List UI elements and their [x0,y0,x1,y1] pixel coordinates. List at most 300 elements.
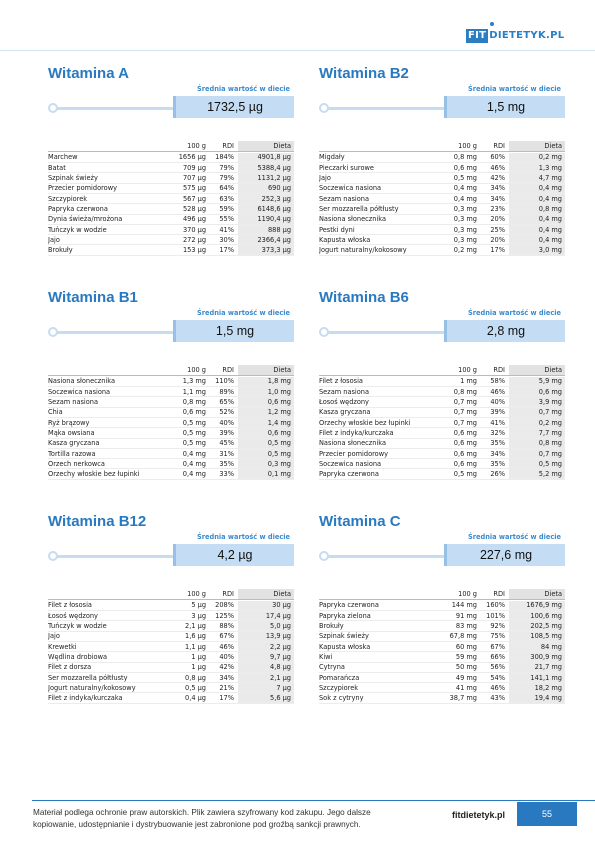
table-header [319,141,565,152]
footer-divider [32,800,595,801]
diet-value: 0,7 mg [509,449,565,458]
diet-value: 108,5 mg [509,632,565,641]
column-header-dieta: Dieta [238,365,294,375]
average-label: Średnia wartość w diecie [197,85,290,93]
rdi-percent: 30% [219,235,234,244]
rdi-percent: 46% [490,683,505,692]
rdi-percent: 45% [219,439,234,448]
table-row [319,449,565,459]
vitamin-section [48,65,294,265]
food-name: Nasiona słonecznika [48,377,116,386]
table-header [319,365,565,376]
column-header-rdi: RDI [222,365,234,374]
food-name: Pestki dyni [319,225,355,234]
table-row [319,673,565,683]
average-label: Średnia wartość w diecie [468,309,561,317]
per-100g-value: 1,1 mg [182,387,206,396]
rdi-percent: 125% [215,611,234,620]
table-row [319,693,565,703]
rdi-percent: 89% [219,387,234,396]
rdi-percent: 46% [490,387,505,396]
table-row [319,408,565,418]
per-100g-value: 0,8 mg [453,387,477,396]
per-100g-value: 272 µg [182,235,206,244]
table-row [319,377,565,387]
rdi-percent: 25% [490,225,505,234]
per-100g-value: 0,5 mg [453,174,477,183]
per-100g-value: 0,5 mg [182,428,206,437]
rdi-percent: 23% [490,204,505,213]
per-100g-value: 0,2 mg [453,246,477,255]
diet-value: 0,5 mg [238,449,294,458]
per-100g-value: 50 mg [455,663,477,672]
nutrient-table [48,365,294,480]
slider-knob [319,551,329,561]
per-100g-value: 144 mg [451,601,477,610]
diet-value: 888 µg [238,225,294,234]
food-name: Łosoś wędzony [48,611,98,620]
diet-value: 5388,4 µg [238,163,294,172]
diet-value: 0,7 mg [509,408,565,417]
diet-value: 5,6 µg [238,693,294,702]
per-100g-value: 0,7 mg [453,418,477,427]
table-row [48,194,294,204]
per-100g-value: 0,3 mg [453,225,477,234]
per-100g-value: 5 µg [191,601,206,610]
diet-value: 100,6 mg [509,611,565,620]
diet-value: 9,7 µg [238,652,294,661]
rdi-percent: 79% [219,174,234,183]
average-value: 4,2 µg [173,544,294,566]
diet-value: 1190,4 µg [238,215,294,224]
table-row [319,439,565,449]
logo [466,27,564,45]
per-100g-value: 49 mg [455,673,477,682]
per-100g-value: 0,6 mg [453,163,477,172]
vitamin-section [319,289,565,489]
rdi-percent: 35% [490,459,505,468]
rdi-percent: 34% [490,184,505,193]
table-row [48,408,294,418]
table-row [319,601,565,611]
food-name: Krewetki [48,642,77,651]
diet-value: 17,4 µg [238,611,294,620]
food-name: Kasza gryczana [48,439,100,448]
per-100g-value: 0,8 µg [185,673,206,682]
table-row [48,439,294,449]
food-name: Papryka zielona [319,611,371,620]
table-row [319,652,565,662]
average-value: 1732,5 µg [173,96,294,118]
diet-value: 0,4 mg [509,194,565,203]
rdi-percent: 75% [490,632,505,641]
food-name: Filet z indyka/kurczaka [48,694,123,703]
rdi-percent: 20% [490,235,505,244]
table-row [48,673,294,683]
food-name: Sezam nasiona [319,387,370,396]
rdi-percent: 35% [219,459,234,468]
header-divider [0,50,595,51]
per-100g-value: 0,6 mg [453,439,477,448]
per-100g-value: 1 µg [191,663,206,672]
table-row [319,215,565,225]
table-header [48,141,294,152]
rdi-percent: 59% [219,204,234,213]
table-row [48,459,294,469]
per-100g-value: 59 mg [455,652,477,661]
rdi-percent: 20% [490,215,505,224]
rdi-percent: 79% [219,163,234,172]
column-header-rdi: RDI [493,589,505,598]
per-100g-value: 60 mg [455,642,477,651]
diet-value: 0,8 mg [509,439,565,448]
average-value: 227,6 mg [444,544,565,566]
food-name: Filet z indyka/kurczaka [319,428,394,437]
food-name: Przecier pomidorowy [319,449,388,458]
per-100g-value: 0,5 mg [453,470,477,479]
logo-text: DIETETYK.PL [489,30,565,41]
column-header-100g: 100 g [187,365,206,374]
food-name: Soczewica nasiona [319,459,382,468]
rdi-percent: 88% [219,622,234,631]
diet-value: 0,6 mg [509,387,565,396]
table-row [48,693,294,703]
nutrient-table [48,141,294,256]
column-header-rdi: RDI [222,141,234,150]
table-row [319,428,565,438]
section-title: Witamina B1 [48,289,138,306]
food-name: Filet z łososia [319,377,363,386]
per-100g-value: 0,4 µg [185,694,206,703]
table-row [319,387,565,397]
table-row [319,204,565,214]
vitamin-section [319,513,565,713]
table-header [48,365,294,376]
food-name: Szpinak świeży [319,632,369,641]
table-row [319,663,565,673]
rdi-percent: 63% [219,194,234,203]
average-label: Średnia wartość w diecie [197,533,290,541]
table-row [319,184,565,194]
rdi-percent: 208% [215,601,234,610]
slider-knob [48,551,58,561]
food-name: Orzech nerkowca [48,459,105,468]
per-100g-value: 0,6 mg [453,428,477,437]
food-name: Jajo [48,632,60,641]
rdi-percent: 43% [490,694,505,703]
section-title: Witamina B2 [319,65,409,82]
per-100g-value: 1656 µg [178,153,206,162]
table-row [48,235,294,245]
per-100g-value: 0,6 mg [453,449,477,458]
average-value: 2,8 mg [444,320,565,342]
food-name: Kiwi [319,652,333,661]
food-name: Kapusta włoska [319,235,371,244]
diet-value: 0,6 mg [238,428,294,437]
diet-value: 3,0 mg [509,245,565,254]
nutrient-table [48,589,294,704]
diet-value: 1,8 mg [238,377,294,386]
per-100g-value: 2,1 µg [185,622,206,631]
slider-track [51,107,178,110]
average-value: 1,5 mg [173,320,294,342]
table-row [319,235,565,245]
food-name: Soczewica nasiona [48,387,111,396]
table-row [319,469,565,479]
table-row [48,377,294,387]
slider-knob [319,103,329,113]
table-row [48,601,294,611]
rdi-percent: 64% [219,184,234,193]
diet-value: 373,3 µg [238,245,294,254]
per-100g-value: 1,6 µg [185,632,206,641]
column-header-rdi: RDI [493,365,505,374]
table-row [319,459,565,469]
food-name: Szczypiorek [48,194,88,203]
table-row [48,153,294,163]
per-100g-value: 575 µg [182,184,206,193]
food-name: Jajo [319,174,331,183]
section-title: Witamina B12 [48,513,147,530]
slider-track [322,107,449,110]
per-100g-value: 0,8 mg [182,398,206,407]
average-label: Średnia wartość w diecie [468,533,561,541]
diet-value: 5,2 mg [509,469,565,478]
per-100g-value: 0,5 mg [182,418,206,427]
rdi-percent: 40% [490,398,505,407]
per-100g-value: 0,4 mg [182,459,206,468]
column-header-dieta: Dieta [238,141,294,151]
rdi-percent: 40% [219,418,234,427]
per-100g-value: 528 µg [182,204,206,213]
per-100g-value: 496 µg [182,215,206,224]
per-100g-value: 67,8 mg [449,632,477,641]
diet-value: 690 µg [238,184,294,193]
food-name: Pomarańcza [319,673,360,682]
table-row [319,194,565,204]
table-row [48,632,294,642]
slider-knob [319,327,329,337]
table-row [319,173,565,183]
table-row [48,663,294,673]
diet-value: 252,3 µg [238,194,294,203]
rdi-percent: 52% [219,408,234,417]
table-row [319,632,565,642]
per-100g-value: 0,3 mg [453,204,477,213]
rdi-percent: 92% [490,622,505,631]
vitamin-section [48,289,294,489]
diet-value: 0,4 mg [509,235,565,244]
per-100g-value: 0,7 mg [453,398,477,407]
per-100g-value: 0,6 mg [182,408,206,417]
diet-value: 84 mg [509,642,565,651]
rdi-percent: 39% [219,428,234,437]
per-100g-value: 1,1 µg [185,642,206,651]
column-header-dieta: Dieta [509,141,565,151]
page-number: 55 [517,802,577,826]
per-100g-value: 0,7 mg [453,408,477,417]
food-name: Ryż brązowy [48,418,90,427]
copyright-notice: Materiał podlega ochronie praw autorskich. Plik zawiera szyfrowany kod zakupu. Jego dalsze kopiowanie, udostępnianie i dystrybuowanie jest zabronione pod groźbą sankcji prawnych. [33,808,371,829]
food-name: Ser mozzarella półtłusty [48,673,128,682]
rdi-percent: 42% [219,663,234,672]
food-name: Marchew [48,153,78,162]
rdi-percent: 40% [219,652,234,661]
slider-knob [48,327,58,337]
food-name: Tortilla razowa [48,449,96,458]
food-name: Przecier pomidorowy [48,184,117,193]
food-name: Nasiona słonecznika [319,215,387,224]
table-row [48,683,294,693]
food-name: Filet z łososia [48,601,92,610]
food-name: Mąka owsiana [48,428,95,437]
rdi-percent: 66% [490,652,505,661]
slider-track [322,555,449,558]
diet-value: 7,7 mg [509,428,565,437]
food-name: Papryka czerwona [319,470,379,479]
rdi-percent: 41% [219,225,234,234]
logo-person-icon [487,22,497,31]
table-row [48,387,294,397]
rdi-percent: 46% [219,642,234,651]
table-header [48,589,294,600]
per-100g-value: 1 mg [460,377,477,386]
food-name: Tuńczyk w wodzie [48,622,107,631]
food-name: Papryka czerwona [319,601,379,610]
diet-value: 0,8 mg [509,204,565,213]
table-row [48,163,294,173]
diet-value: 19,4 mg [509,693,565,702]
table-row [319,225,565,235]
diet-value: 4,7 mg [509,173,565,182]
per-100g-value: 1 µg [191,652,206,661]
per-100g-value: 0,3 mg [453,235,477,244]
food-name: Migdały [319,153,345,162]
slider-track [322,331,449,334]
diet-value: 1,4 mg [238,418,294,427]
diet-value: 0,4 mg [509,184,565,193]
food-name: Kasza gryczana [319,408,371,417]
section-title: Witamina C [319,513,401,530]
per-100g-value: 0,4 mg [453,184,477,193]
table-row [48,173,294,183]
rdi-percent: 184% [215,153,234,162]
rdi-percent: 21% [219,683,234,692]
rdi-percent: 58% [490,377,505,386]
diet-value: 0,4 mg [509,215,565,224]
diet-value: 2366,4 µg [238,235,294,244]
table-header [319,589,565,600]
rdi-percent: 35% [490,439,505,448]
table-row [319,418,565,428]
slider-track [51,555,178,558]
table-row [319,245,565,255]
rdi-percent: 101% [486,611,505,620]
rdi-percent: 42% [490,174,505,183]
food-name: Filet z dorsza [48,663,92,672]
per-100g-value: 709 µg [182,163,206,172]
rdi-percent: 34% [219,673,234,682]
table-row [48,418,294,428]
per-100g-value: 0,3 mg [453,215,477,224]
table-row [48,397,294,407]
rdi-percent: 67% [219,632,234,641]
section-title: Witamina B6 [319,289,409,306]
food-name: Sezam nasiona [48,398,99,407]
food-name: Jogurt naturalny/kokosowy [48,683,136,692]
food-name: Batat [48,163,66,172]
diet-value: 5,0 µg [238,621,294,630]
rdi-percent: 56% [490,663,505,672]
slider-track [51,331,178,334]
per-100g-value: 91 mg [455,611,477,620]
column-header-100g: 100 g [458,589,477,598]
rdi-percent: 110% [215,377,234,386]
per-100g-value: 0,4 mg [182,449,206,458]
table-row [48,611,294,621]
nutrient-table [319,589,565,704]
column-header-100g: 100 g [458,365,477,374]
per-100g-value: 0,4 mg [182,470,206,479]
diet-value: 2,1 µg [238,673,294,682]
diet-value: 0,2 mg [509,153,565,162]
column-header-dieta: Dieta [238,589,294,599]
column-header-100g: 100 g [187,589,206,598]
rdi-percent: 41% [490,418,505,427]
nutrient-table [319,365,565,480]
food-name: Nasiona słonecznika [319,439,387,448]
per-100g-value: 0,8 mg [453,153,477,162]
table-row [48,428,294,438]
rdi-percent: 39% [490,408,505,417]
food-name: Jogurt naturalny/kokosowy [319,246,407,255]
rdi-percent: 67% [490,642,505,651]
diet-value: 0,6 mg [238,397,294,406]
food-name: Pieczarki surowe [319,163,374,172]
per-100g-value: 0,4 mg [453,194,477,203]
table-row [319,397,565,407]
table-row [319,621,565,631]
food-name: Tuńczyk w wodzie [48,225,107,234]
table-row [48,621,294,631]
diet-value: 1,0 mg [238,387,294,396]
column-header-100g: 100 g [187,141,206,150]
diet-value: 18,2 mg [509,683,565,692]
per-100g-value: 3 µg [191,611,206,620]
average-label: Średnia wartość w diecie [197,309,290,317]
food-name: Papryka czerwona [48,204,108,213]
table-row [48,215,294,225]
diet-value: 0,1 mg [238,469,294,478]
food-name: Szpinak świeży [48,174,98,183]
rdi-percent: 32% [490,428,505,437]
food-name: Kapusta włoska [319,642,371,651]
nutrient-table [319,141,565,256]
diet-value: 0,5 mg [238,439,294,448]
column-header-dieta: Dieta [509,365,565,375]
diet-value: 141,1 mg [509,673,565,682]
logo-fit: FIT [468,30,487,41]
table-row [48,652,294,662]
rdi-percent: 26% [490,470,505,479]
average-value: 1,5 mg [444,96,565,118]
rdi-percent: 60% [490,153,505,162]
table-row [319,611,565,621]
diet-value: 3,9 mg [509,397,565,406]
rdi-percent: 34% [490,194,505,203]
food-name: Chia [48,408,63,417]
table-row [319,153,565,163]
